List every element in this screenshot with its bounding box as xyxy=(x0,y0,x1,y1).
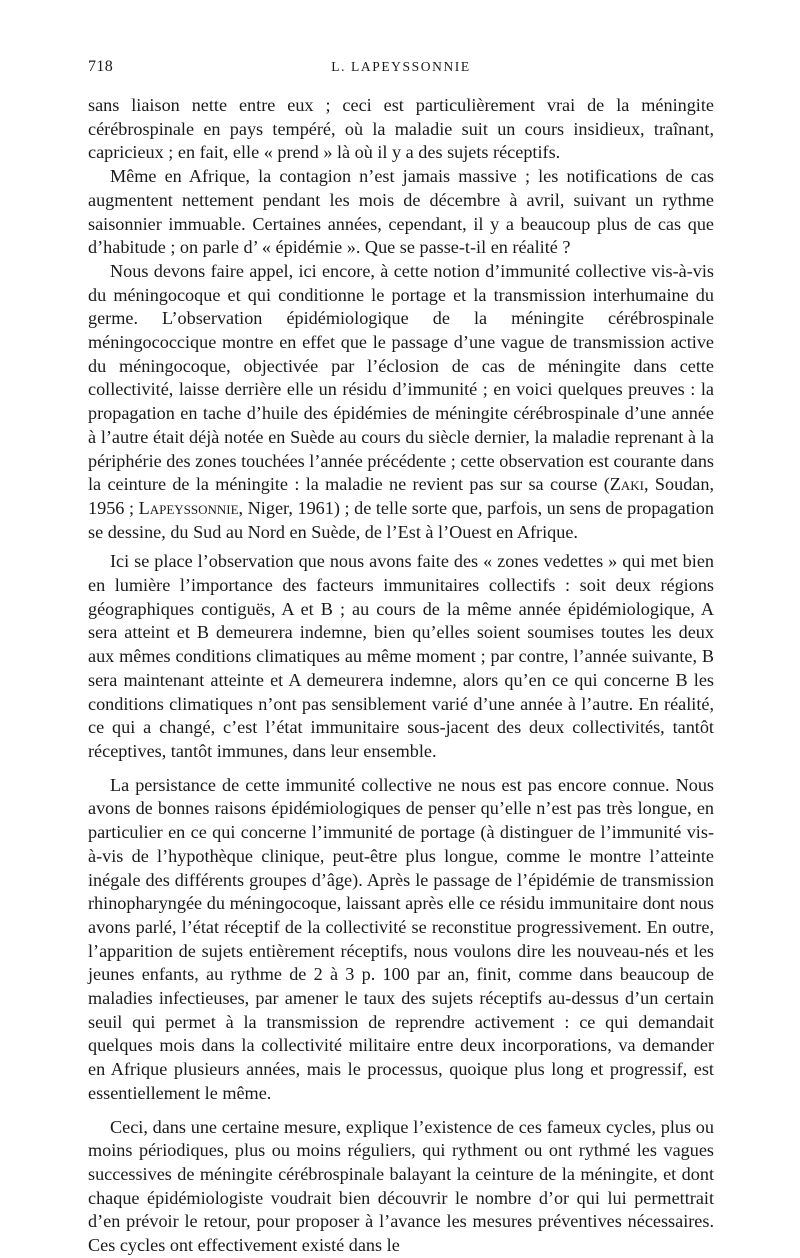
paragraph-afrique: Même en Afrique, la contagion n’est jamais massive ; les notifications de cas augmentent nettement pendant les mois de décembre à avril, suivant un rythme saisonnier immuable. Certaines années, cependant, il y a beaucoup plus de cas que d’habitude ; on parle d’ « épidémie ». Que se passe-t-il en réalité ? xyxy=(88,166,714,258)
paragraph-cycles: Ceci, dans une certaine mesure, explique l’existence de ces fameux cycles, plus ou moins périodiques, plus ou moins réguliers, qui rythment ou ont rythmé les vagues successives de méningite cérébrospinale balayant la ceinture de la méningite, et dont chaque épidémiologiste voudrait bien découvrir le nombre d’or qui lui permettrait d’en prévoir le retour, pour proposer à l’avance les mesures préventives nécessaires. Ces cycles ont effectivement existé dans le xyxy=(88,1116,714,1256)
running-head xyxy=(88,58,714,84)
body-text xyxy=(88,94,714,1258)
paragraph-text-part: Nous devons faire appel, ici encore, à cette notion d’immunité collective vis-à-vis du méningocoque et qui conditionne le portage et la transmission interhumaine du germe. L’observation épidémiologique de la méningite cérébrospinale méningococcique montre en effet que le passage d’une vague de transmission active du méningocoque, objectivée par l’éclosion de cas de méningite dans cette collectivité, laisse derrière elle un résidu d’immunité ; en voici quelques preuves : la propagation en tache d’huile des épidémies de méningite cérébrospinale d’une année à l’autre était déjà notée en Suède au cours du siècle dernier, la maladie reprenant à la périphérie des zones touchées l’année précédente ; cette observation est courante dans la ceinture de la méningite : la maladie ne revient pas sur sa course ( xyxy=(88,260,714,495)
paragraph-text-part: , Soudan, 1956 ; xyxy=(88,474,714,518)
paragraph-continuation: sans liaison nette entre eux ; ceci est particulièrement vrai de la méningite cérébrospinale en pays tempéré, où la maladie suit un cours insidieux, traînant, capricieux ; en fait, elle « prend » là où il y a des sujets réceptifs. xyxy=(88,95,714,163)
paragraph-immunite-collective xyxy=(88,260,714,544)
paragraph-text-part: , Niger, 1961) ; de telle sorte que, parfois, un sens de propagation se dessine, du Sud au Nord en Suède, de l’Est à l’Ouest en Afrique. xyxy=(88,497,714,542)
author-citation: Lapeyssonnie xyxy=(138,497,239,518)
author-citation: Zaki xyxy=(609,474,645,495)
paragraph-zones-vedettes: Ici se place l’observation que nous avons faite des « zones vedettes » qui met bien en lumière l’importance des facteurs immunitaires collectifs : soit deux régions géographiques contiguës, A et B ; au cours de la même année épidémiologique, A sera atteint et B demeurera indemne, bien qu’elles soient soumises toutes les deux aux mêmes conditions climatiques au même moment ; par contre, l’année suivante, B sera maintenant atteinte et A demeurera indemne, alors qu’en ce qui concerne B les conditions climatiques n’ont pas sensiblement varié d’une année à l’autre. En réalité, ce qui a changé, c’est l’état immunitaire sous-jacent des deux collectivités, tantôt réceptives, tantôt immunes, dans leur ensemble. xyxy=(88,551,714,761)
journal-page xyxy=(88,58,714,1258)
page-number: 718 xyxy=(88,58,114,75)
paragraph-persistance: La persistance de cette immunité collective ne nous est pas encore connue. Nous avons de bonnes raisons épidémiologiques de penser qu’elle n’est pas très longue, en particulier en ce qui concerne l’immunité de portage (à distinguer de l’immunité vis-à-vis de l’hypothèque clinique, peut-être plus longue, comme le montre l’atteinte inégale des différents groupes d’âge). Après le passage de l’épidémie de transmission rhinopharyngée du méningocoque, laissant après elle ce résidu immunitaire dont nous avons parlé, l’état réceptif de la collectivité se reconstitue progressivement. En outre, l’apparition de sujets entièrement réceptifs, nous voulons dire les nouveau-nés et les jeunes enfants, au rythme de 2 à 3 p. 100 par an, finit, comme dans beaucoup de maladies infectieuses, par amener le taux des sujets réceptifs au-dessus d’un certain seuil qui permet à la transmission de reprendre activement : ce qui demandait quelques mois dans la collectivité militaire entre deux incorporations, va demander en Afrique plusieurs années, mais le processus, quoique plus long et progressif, est essentiellement le même. xyxy=(88,774,714,1103)
running-title: L. LAPEYSSONNIE xyxy=(331,59,471,74)
